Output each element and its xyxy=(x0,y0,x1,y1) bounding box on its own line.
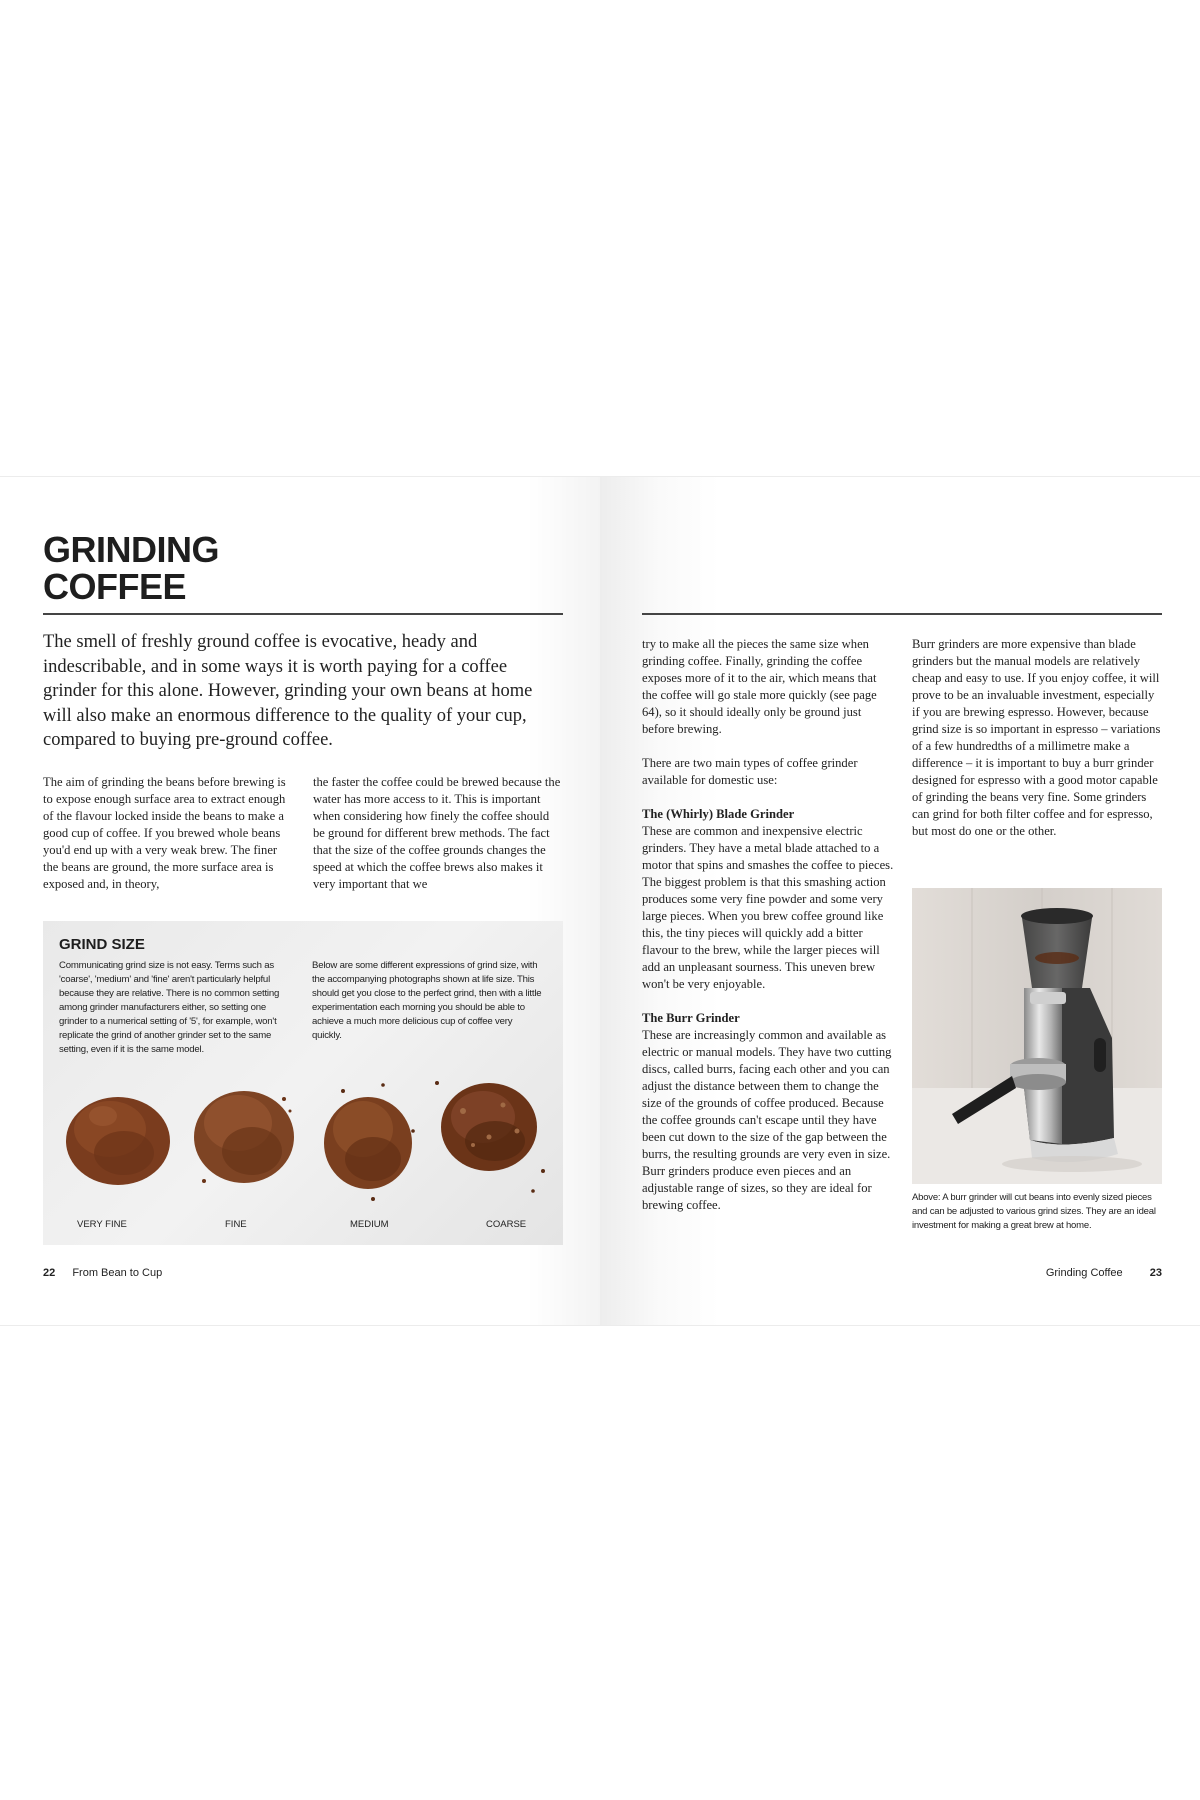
body-paragraph: the faster the coffee could be brewed because the water has more access to it. This is important when considering how finely the coffee should be ground for different brew methods. The fact that the size of the coffee grounds changes the speed at which the coffee brews also makes it very important that we xyxy=(313,775,561,891)
coarse-coffee-pile xyxy=(433,1071,553,1206)
grind-label-medium: MEDIUM xyxy=(350,1219,389,1230)
body-column-2 xyxy=(912,636,1164,840)
body-column-1 xyxy=(642,636,894,1214)
blade-grinder-heading: The (Whirly) Blade Grinder xyxy=(642,807,795,821)
page-title xyxy=(43,531,219,605)
body-paragraph: There are two main types of coffee grinder available for domestic use: xyxy=(642,756,858,787)
book-spread xyxy=(0,476,1200,1326)
top-rule xyxy=(642,613,1162,615)
intro-paragraph: The smell of freshly ground coffee is evocative, heady and indescribable, and in some ways it is worth paying for a coffee grinder for this alone. However, grinding your own beans at home will also make an enormous difference to the quality of your cup, compared to buying pre-ground coffee. xyxy=(43,632,533,750)
burr-grinder-heading: The Burr Grinder xyxy=(642,1011,740,1025)
burr-grinder-photo xyxy=(912,888,1162,1184)
grind-label-coarse: COARSE xyxy=(486,1219,527,1230)
grind-size-panel xyxy=(43,921,563,1245)
left-page xyxy=(0,477,600,1325)
body-column-2 xyxy=(313,774,563,893)
running-title: From Bean to Cup xyxy=(72,1267,163,1279)
grind-size-heading: GRIND SIZE xyxy=(59,936,145,953)
fine-coffee-pile xyxy=(186,1071,306,1206)
title-line-2: COFFEE xyxy=(43,566,187,607)
running-title: Grinding Coffee xyxy=(1045,1267,1123,1279)
grind-size-text-1: Communicating grind size is not easy. Terms such as 'coarse', 'medium' and 'fine' aren't particularly helpful because they are relative. There is no common setting among grinder manufacturers either, so setting one grinder to a numerical setting of '5', for example, won't replicate the grind of another grinder set to the same setting, even if it is the same model. xyxy=(59,960,280,1055)
right-page xyxy=(600,477,1200,1325)
photo-caption: Above: A burr grinder will cut beans into evenly sized pieces and can be adjusted to various grind sizes. They are an ideal investment for making a great brew at home. xyxy=(912,1192,1156,1231)
title-rule xyxy=(43,613,563,615)
body-paragraph: try to make all the pieces the same size when grinding coffee. Finally, grinding the coffee exposes more of it to the air, which means that the coffee will go stale more quickly (see page 64), so it should ideally only be ground just before brewing. xyxy=(642,637,877,736)
page-number: 23 xyxy=(1149,1267,1162,1279)
very-fine-coffee-pile xyxy=(58,1071,178,1206)
page-number: 22 xyxy=(43,1267,56,1279)
grind-label-fine: FINE xyxy=(225,1219,247,1230)
title-line-1: GRINDING xyxy=(43,529,219,570)
left-footer xyxy=(43,1267,162,1279)
body-paragraph: The aim of grinding the beans before brewing is to expose enough surface area to extract enough of the flavour locked inside the beans to make a good cup of coffee. If you brewed whole beans you'd end up with a very weak brew. The finer the beans are ground, the more surface area is exposed and, in theory, xyxy=(43,775,286,891)
body-column-1 xyxy=(43,774,289,893)
grind-label-very-fine: VERY FINE xyxy=(77,1219,127,1230)
grind-size-text-2: Below are some different expressions of grind size, with the accompanying photographs shown at life size. This should get you close to the perfect grind, then with a little experimentation each morning you should be able to achieve a much more delicious cup of coffee very quickly. xyxy=(312,960,542,1041)
right-footer xyxy=(1046,1267,1162,1279)
burr-grinder-text: These are increasingly common and available as electric or manual models. They have two cutting discs, called burrs, facing each other and you can adjust the distance between them to change the size of the grounds of coffee produced. Because the coffee grounds can't escape until they have been cut down to the size of the gap between the burrs, the resulting grounds are very even in size. Burr grinders produce even pieces and an adjustable range of sizes, so they are ideal for brewing coffee. xyxy=(642,1028,892,1212)
blade-grinder-text: These are common and inexpensive electric grinders. They have a metal blade attached to a motor that spins and smashes the coffee to pieces. The biggest problem is that this smashing action produces some very fine powder and some very large pieces. When you brew coffee ground like this, the tiny pieces will quickly add a bitter flavour to the brew, while the larger pieces will add an unpleasant sourness. This uneven brew won't be very enjoyable. xyxy=(642,824,894,991)
body-paragraph: Burr grinders are more expensive than blade grinders but the manual models are relatively cheap and easy to use. If you enjoy coffee, it will prove to be an invaluable investment, especially if you are brewing espresso. However, because grind size is so important in espresso – variations of a few hundredths of a millimetre make a difference – it is important to buy a burr grinder designed for espresso with a good motor capable of grinding the beans very fine. Some grinders can grind for both filter coffee and for espresso, but most do one or the other. xyxy=(912,637,1161,838)
medium-coffee-pile xyxy=(313,1071,428,1206)
